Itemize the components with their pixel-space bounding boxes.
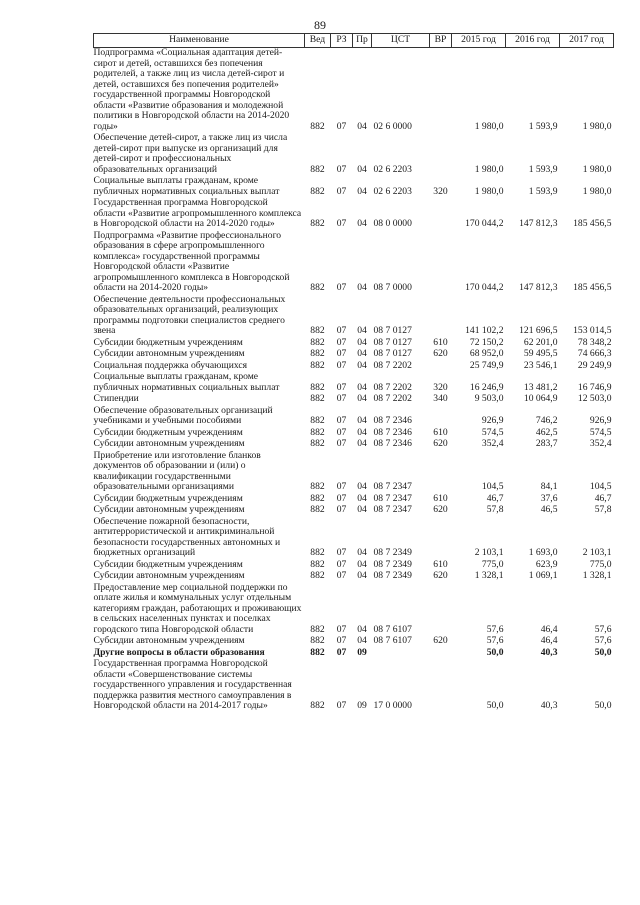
cell-vr [430, 295, 452, 338]
cell-name: Социальные выплаты гражданам, кроме публичных нормативных социальных выплат [93, 175, 280, 197]
cell-2015: 352,4 [481, 438, 504, 449]
cell-pr: 04 [357, 426, 367, 438]
cell-vr: 320 [433, 381, 448, 393]
header-vr: ВР [430, 34, 452, 48]
cell-ved: 882 [310, 570, 325, 581]
table-row [94, 636, 614, 648]
table-row [94, 505, 614, 517]
table-row [94, 571, 614, 583]
cell-name: Социальная поддержка обучающихся [93, 359, 248, 371]
cell-name: Субсидии автономным учреждениям [93, 438, 245, 449]
table-row [94, 198, 614, 231]
cell-2017: 926,9 [589, 415, 612, 426]
header-2016: 2016 год [506, 34, 560, 48]
cell-pr: 04 [357, 570, 367, 581]
cell-2016: 46,4 [540, 635, 558, 646]
header-2017: 2017 год [560, 34, 614, 48]
cell-pr: 09 [357, 646, 367, 658]
cell-ved: 882 [310, 646, 325, 658]
cell-ved: 882 [310, 492, 325, 504]
cell-2017: 352,4 [589, 438, 612, 449]
cell-vr: 340 [433, 393, 448, 404]
cell-name: Другие вопросы в области образования [93, 646, 265, 658]
cell-vr: 320 [433, 185, 448, 197]
cell-rz: 07 [336, 120, 347, 132]
cell-ved: 882 [310, 481, 325, 492]
table-row [94, 517, 614, 560]
cell-vr: 620 [433, 504, 448, 515]
cell-rz: 07 [336, 163, 347, 175]
cell-2016: 62 201,0 [523, 336, 558, 348]
cell-ved: 882 [310, 415, 325, 426]
cell-name: Стипендии [93, 393, 139, 404]
cell-cst: 08 7 6107 [373, 635, 412, 646]
cell-2017: 16 746,9 [577, 381, 612, 393]
cell-2017: 153 014,5 [573, 325, 612, 336]
cell-2017: 1 980,0 [582, 185, 612, 197]
cell-ved: 882 [310, 336, 325, 348]
cell-vr [430, 361, 452, 373]
cell-rz: 07 [336, 481, 347, 492]
cell-cst: 08 7 2202 [373, 359, 412, 371]
table-row [94, 231, 614, 295]
cell-pr: 04 [357, 481, 367, 492]
cell-cst: 08 7 2202 [373, 381, 412, 393]
cell-2016: 462,5 [535, 426, 558, 438]
cell-ved: 882 [310, 504, 325, 515]
cell-vr: 610 [433, 492, 448, 504]
cell-name: Подпрограмма «Социальная адаптация детей-сирот и детей, оставшихся без попечения родителей, а также лиц из числа детей-сирот и детей, оставшихся без попечения родителей» государственной программы Новгородской области «Развитие образования и молодежной политики в Новгородской области на 2014-2020 годы» [93, 47, 290, 132]
page-number: 89 [314, 18, 326, 32]
cell-rz: 07 [336, 438, 347, 449]
cell-2016: 23 546,1 [523, 359, 558, 371]
cell-cst [372, 648, 430, 660]
cell-pr: 04 [357, 623, 367, 635]
cell-ved: 882 [310, 393, 325, 404]
cell-2015: 57,6 [486, 623, 504, 635]
cell-name: Социальные выплаты гражданам, кроме публичных нормативных социальных выплат [93, 371, 280, 393]
cell-cst: 08 7 2202 [373, 393, 412, 404]
table-row [94, 451, 614, 494]
cell-2015: 170 044,2 [465, 282, 504, 293]
cell-pr: 09 [357, 700, 367, 711]
cell-pr: 04 [357, 393, 367, 404]
cell-2016: 13 481,2 [523, 381, 558, 393]
header-rz: РЗ [331, 34, 353, 48]
cell-cst: 08 7 2347 [373, 481, 412, 492]
cell-2015: 50,0 [486, 700, 504, 711]
cell-ved: 882 [310, 325, 325, 336]
cell-name: Субсидии бюджетным учреждениям [93, 426, 243, 438]
cell-rz: 07 [336, 504, 347, 515]
cell-pr: 04 [357, 348, 367, 359]
cell-2016: 40,3 [540, 700, 558, 711]
cell-vr [430, 451, 452, 494]
cell-name: Субсидии бюджетным учреждениям [93, 558, 243, 570]
cell-2016: 1 069,1 [528, 570, 558, 581]
cell-cst: 08 7 2347 [373, 504, 412, 515]
cell-vr: 620 [433, 438, 448, 449]
cell-2016: 46,4 [540, 623, 558, 635]
table-row [94, 372, 614, 394]
cell-pr: 04 [357, 492, 367, 504]
cell-cst: 08 7 2346 [373, 415, 412, 426]
cell-2015: 170 044,2 [465, 218, 504, 229]
cell-pr: 04 [357, 120, 367, 132]
table-row [94, 659, 614, 713]
cell-pr: 04 [357, 325, 367, 336]
cell-2015: 775,0 [481, 558, 504, 570]
cell-pr: 04 [357, 438, 367, 449]
cell-2017: 50,0 [594, 646, 612, 658]
cell-2017: 57,6 [594, 635, 612, 646]
cell-name: Предоставление мер социальной поддержки по оплате жилья и коммунальных услуг отдельным категориям граждан, работающих и проживающих в сельских населенных пунктах и поселках городского типа Новгородской области [93, 581, 302, 635]
cell-rz: 07 [336, 646, 347, 658]
cell-2017: 74 666,3 [577, 348, 612, 359]
cell-2016: 1 693,0 [528, 547, 558, 558]
cell-rz: 07 [336, 700, 347, 711]
cell-2017: 2 103,1 [582, 547, 612, 558]
header-pr: Пр [353, 34, 372, 48]
cell-name: Обеспечение детей-сирот, а также лиц из числа детей-сирот при выпуске из организаций для детей-сирот и профессиональных образовательных организаций [93, 132, 288, 175]
cell-2015: 1 980,0 [474, 163, 504, 175]
cell-name: Подпрограмма «Развитие профессионального образования в сфере агропромышленного комплекса» государственной программы Новгородской области «Развитие агропромышленного комплекса в Новгородской области на 2014-2020 годы» [93, 229, 290, 293]
cell-2015: 46,7 [486, 492, 504, 504]
cell-ved: 882 [310, 635, 325, 646]
cell-vr [430, 659, 452, 713]
cell-rz: 07 [336, 623, 347, 635]
cell-rz: 07 [336, 635, 347, 646]
cell-cst: 08 7 0000 [373, 282, 412, 293]
table-row [94, 406, 614, 428]
cell-2016: 1 593,9 [528, 163, 558, 175]
cell-cst: 02 6 0000 [373, 120, 412, 132]
table-row [94, 349, 614, 361]
cell-rz: 07 [336, 547, 347, 558]
cell-ved: 882 [310, 282, 325, 293]
table-body [94, 48, 614, 713]
cell-name: Субсидии автономным учреждениям [93, 504, 245, 515]
cell-rz: 07 [336, 325, 347, 336]
budget-table [93, 33, 614, 713]
cell-name: Государственная программа Новгородской области «Совершенствование системы государственного управления и государственная поддержка развития местного самоуправления в Новгородской области на 2014-2017 годы» [93, 658, 292, 711]
cell-pr: 04 [357, 547, 367, 558]
cell-2017: 574,5 [589, 426, 612, 438]
cell-ved: 882 [310, 558, 325, 570]
cell-2016: 1 593,9 [528, 120, 558, 132]
cell-pr: 04 [357, 359, 367, 371]
cell-2015: 72 150,2 [469, 336, 504, 348]
cell-rz: 07 [336, 348, 347, 359]
cell-2015: 9 503,0 [474, 393, 504, 404]
cell-2015: 57,8 [486, 504, 504, 515]
cell-2017: 185 456,5 [573, 282, 612, 293]
cell-ved: 882 [310, 120, 325, 132]
cell-2017: 104,5 [589, 481, 612, 492]
cell-vr [430, 648, 452, 660]
cell-pr: 04 [357, 163, 367, 175]
cell-2016: 147 812,3 [519, 282, 558, 293]
cell-ved: 882 [310, 700, 325, 711]
cell-rz: 07 [336, 570, 347, 581]
header-2015: 2015 год [452, 34, 506, 48]
cell-2017: 1 980,0 [582, 163, 612, 175]
cell-vr [430, 406, 452, 428]
cell-2015: 68 952,0 [469, 348, 504, 359]
cell-rz: 07 [336, 415, 347, 426]
cell-2015: 1 980,0 [474, 120, 504, 132]
cell-rz: 07 [336, 492, 347, 504]
cell-name: Субсидии автономным учреждениям [93, 635, 245, 646]
cell-cst: 08 7 2346 [373, 438, 412, 449]
cell-ved: 882 [310, 381, 325, 393]
table-header-row [94, 34, 614, 48]
cell-ved: 882 [310, 547, 325, 558]
cell-cst: 08 0 0000 [373, 218, 412, 229]
header-name: Наименование [94, 34, 305, 48]
cell-pr: 04 [357, 504, 367, 515]
table-row [94, 394, 614, 406]
cell-2015: 1 980,0 [474, 185, 504, 197]
cell-vr [430, 48, 452, 134]
cell-2015: 16 246,9 [469, 381, 504, 393]
cell-name: Обеспечение образовательных организаций учебниками и учебными пособиями [93, 404, 273, 426]
cell-2016: 40,3 [540, 646, 558, 658]
cell-2017: 78 348,2 [577, 336, 612, 348]
cell-2015: 2 103,1 [474, 547, 504, 558]
cell-2016: 37,6 [540, 492, 558, 504]
table-row [94, 133, 614, 176]
cell-2017: 775,0 [589, 558, 612, 570]
cell-2015: 57,6 [486, 635, 504, 646]
cell-2016: 746,2 [535, 415, 558, 426]
cell-cst: 02 6 2203 [373, 163, 412, 175]
cell-ved: 882 [310, 218, 325, 229]
cell-rz: 07 [336, 218, 347, 229]
cell-2017: 12 503,0 [577, 393, 612, 404]
cell-rz: 07 [336, 282, 347, 293]
cell-vr [430, 133, 452, 176]
cell-rz: 07 [336, 336, 347, 348]
cell-2016: 283,7 [535, 438, 558, 449]
cell-2015: 574,5 [481, 426, 504, 438]
cell-2016: 59 495,5 [523, 348, 558, 359]
cell-2017: 57,6 [594, 623, 612, 635]
cell-pr: 04 [357, 558, 367, 570]
cell-2016: 147 812,3 [519, 218, 558, 229]
table-row [94, 295, 614, 338]
cell-name: Обеспечение пожарной безопасности, антитеррористической и антикриминальной безопасности государственных автономных и бюджетных организаций [93, 515, 281, 558]
cell-name: Государственная программа Новгородской области «Развитие агропромышленного комплекса в Новгородской области на 2014-2020 годы» [93, 197, 302, 229]
cell-2015: 141 102,2 [465, 325, 504, 336]
cell-name: Субсидии бюджетным учреждениям [93, 336, 243, 348]
cell-ved: 882 [310, 163, 325, 175]
header-cst: ЦСТ [372, 34, 430, 48]
cell-2017: 1 328,1 [582, 570, 612, 581]
cell-rz: 07 [336, 426, 347, 438]
cell-2015: 1 328,1 [474, 570, 504, 581]
cell-rz: 07 [336, 185, 347, 197]
cell-name: Обеспечение деятельности профессиональных образовательных организаций, реализующих программы подготовки специалистов среднего звена [93, 293, 286, 336]
cell-2016: 10 064,9 [523, 393, 558, 404]
cell-cst: 08 7 2349 [373, 547, 412, 558]
table-row [94, 48, 614, 134]
cell-cst: 08 7 2346 [373, 426, 412, 438]
cell-2015: 926,9 [481, 415, 504, 426]
cell-vr: 610 [433, 426, 448, 438]
cell-pr: 04 [357, 415, 367, 426]
header-ved: Вед [305, 34, 331, 48]
cell-rz: 07 [336, 381, 347, 393]
cell-vr [430, 231, 452, 295]
cell-2017: 50,0 [594, 700, 612, 711]
table-row [94, 583, 614, 637]
cell-name: Субсидии автономным учреждениям [93, 348, 245, 359]
cell-2016: 623,9 [535, 558, 558, 570]
cell-vr [430, 583, 452, 637]
cell-pr: 04 [357, 185, 367, 197]
cell-vr: 620 [433, 570, 448, 581]
cell-2015: 25 749,9 [469, 359, 504, 371]
cell-cst: 08 7 6107 [373, 623, 412, 635]
cell-2016: 1 593,9 [528, 185, 558, 197]
cell-rz: 07 [336, 393, 347, 404]
cell-name: Субсидии бюджетным учреждениям [93, 492, 243, 504]
cell-cst: 08 7 0127 [373, 325, 412, 336]
cell-2017: 29 249,9 [577, 359, 612, 371]
cell-ved: 882 [310, 185, 325, 197]
cell-2017: 46,7 [594, 492, 612, 504]
cell-2016: 46,5 [540, 504, 558, 515]
cell-pr: 04 [357, 635, 367, 646]
cell-2017: 1 980,0 [582, 120, 612, 132]
cell-2016: 84,1 [540, 481, 558, 492]
cell-2015: 50,0 [486, 646, 504, 658]
cell-2017: 57,8 [594, 504, 612, 515]
cell-name: Приобретение или изготовление бланков документов об образовании и (или) о квалификации государственными образовательными организациями [93, 449, 261, 492]
cell-vr: 610 [433, 558, 448, 570]
table-row [94, 439, 614, 451]
cell-2016: 121 696,5 [519, 325, 558, 336]
cell-cst: 08 7 2349 [373, 558, 412, 570]
cell-pr: 04 [357, 336, 367, 348]
cell-vr: 610 [433, 336, 448, 348]
cell-rz: 07 [336, 359, 347, 371]
cell-cst: 08 7 0127 [373, 336, 412, 348]
cell-cst: 08 7 2349 [373, 570, 412, 581]
cell-vr [430, 198, 452, 231]
cell-pr: 04 [357, 282, 367, 293]
cell-vr: 620 [433, 348, 448, 359]
cell-pr: 04 [357, 381, 367, 393]
cell-vr: 620 [433, 635, 448, 646]
table-row [94, 176, 614, 198]
cell-cst: 17 0 0000 [373, 700, 412, 711]
cell-cst: 08 7 2347 [373, 492, 412, 504]
cell-ved: 882 [310, 359, 325, 371]
cell-ved: 882 [310, 348, 325, 359]
cell-rz: 07 [336, 558, 347, 570]
cell-cst: 08 7 0127 [373, 348, 412, 359]
cell-ved: 882 [310, 438, 325, 449]
cell-ved: 882 [310, 623, 325, 635]
cell-2017: 185 456,5 [573, 218, 612, 229]
cell-ved: 882 [310, 426, 325, 438]
cell-vr [430, 517, 452, 560]
cell-2015: 104,5 [481, 481, 504, 492]
cell-name: Субсидии автономным учреждениям [93, 570, 245, 581]
cell-cst: 02 6 2203 [373, 185, 412, 197]
cell-pr: 04 [357, 218, 367, 229]
